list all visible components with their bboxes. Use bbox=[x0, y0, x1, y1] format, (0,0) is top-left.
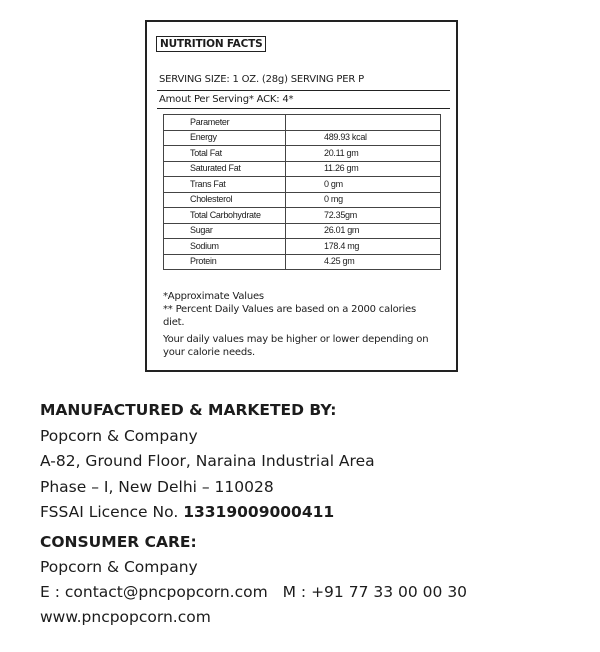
parameter-value: 0 gm bbox=[286, 177, 441, 193]
table-row bbox=[164, 146, 441, 162]
parameter-name: Protein bbox=[164, 254, 286, 270]
parameter-name: Total Fat bbox=[164, 146, 286, 162]
table-row bbox=[164, 208, 441, 224]
table-row bbox=[164, 177, 441, 193]
parameter-name: Cholesterol bbox=[164, 192, 286, 208]
fssai-licence bbox=[40, 500, 580, 526]
website: www.pncpopcorn.com bbox=[40, 608, 211, 626]
note-percent-daily: ** Percent Daily Values are based on a 2000 calories diet. bbox=[163, 304, 416, 328]
parameter-value: 11.26 gm bbox=[286, 161, 441, 177]
parameter-name: Sodium bbox=[164, 239, 286, 255]
contact-mobile: M : +91 77 33 00 00 30 bbox=[282, 583, 468, 601]
manufacturer-block bbox=[40, 398, 580, 526]
nutrition-table bbox=[163, 114, 441, 270]
table-row bbox=[164, 239, 441, 255]
parameter-name: Energy bbox=[164, 130, 286, 146]
serving-size-line: SERVING SIZE: 1 OZ. (28g) SERVING PER P bbox=[159, 74, 364, 85]
table-row bbox=[164, 115, 441, 131]
manufacturer-heading: MANUFACTURED & MARKETED BY: bbox=[40, 401, 337, 419]
parameter-name: Sugar bbox=[164, 223, 286, 239]
nutrition-facts-title: NUTRITION FACTS bbox=[156, 36, 266, 52]
parameter-value: 4.25 gm bbox=[286, 254, 441, 270]
parameter-name: Trans Fat bbox=[164, 177, 286, 193]
manufacturer-address-line-2: Phase – I, New Delhi – 110028 bbox=[40, 477, 274, 496]
parameter-value: 178.4 mg bbox=[286, 239, 441, 255]
manufacturer-address-line-1: A-82, Ground Floor, Naraina Industrial Area bbox=[40, 452, 375, 470]
fssai-number: 13319009000411 bbox=[183, 503, 335, 521]
table-row bbox=[164, 192, 441, 208]
consumer-care-company: Popcorn & Company bbox=[40, 558, 198, 576]
divider-rule bbox=[157, 90, 450, 91]
parameter-name: Total Carbohydrate bbox=[164, 208, 286, 224]
parameter-value: 72.35gm bbox=[286, 208, 441, 224]
divider-rule bbox=[157, 108, 450, 109]
parameter-value bbox=[286, 115, 441, 131]
table-row bbox=[164, 223, 441, 239]
note-approximate: *Approximate Values bbox=[163, 291, 264, 302]
parameter-value: 0 mg bbox=[286, 192, 441, 208]
parameter-name: Parameter bbox=[164, 115, 286, 131]
contact-email: E : contact@pncpopcorn.com bbox=[40, 583, 268, 601]
amount-per-serving-line: Amout Per Serving* ACK: 4* bbox=[159, 94, 294, 105]
parameter-value: 489.93 kcal bbox=[286, 130, 441, 146]
parameter-name: Saturated Fat bbox=[164, 161, 286, 177]
label-notes bbox=[163, 290, 433, 359]
fssai-label: FSSAI Licence No. bbox=[40, 503, 179, 521]
parameter-value: 26.01 gm bbox=[286, 223, 441, 239]
nutrition-facts-panel bbox=[145, 20, 458, 372]
parameter-value: 20.11 gm bbox=[286, 146, 441, 162]
consumer-care-heading: CONSUMER CARE: bbox=[40, 533, 197, 551]
table-row bbox=[164, 254, 441, 270]
table-row bbox=[164, 161, 441, 177]
consumer-care-block bbox=[40, 530, 580, 630]
consumer-care-contact bbox=[40, 580, 580, 605]
table-row bbox=[164, 130, 441, 146]
manufacturer-company: Popcorn & Company bbox=[40, 426, 198, 445]
note-daily-values: Your daily values may be higher or lower depending on your calorie needs. bbox=[163, 334, 429, 358]
